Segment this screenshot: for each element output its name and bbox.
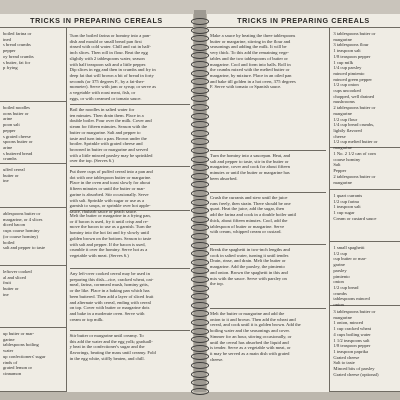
ingredient-line: cheese [333,133,346,139]
recipe-text-line: runs freely, then strain. There should be one [210,200,291,206]
ingredient-line: 3 tablespoons butter or [333,309,376,314]
recipe-text-line: with a little minced parsley may be sprinkled [69,152,153,158]
ingredient-line: minced pimiento [333,70,365,76]
ingredient-line: Grated cheese [333,354,360,360]
spiral-ring [191,104,209,111]
recipe-text-line: salt and pepper to taste, stir in the butter or [210,158,289,164]
recipe-text-line: garine is absorbed. Stir occasionally. Serve [69,191,149,197]
ingredient-line: onion [333,279,344,285]
recipe-text-line: with cream, whipped cream or custard. [210,229,282,235]
recipe-text-line: margarine. Add the parsley, the pimiento [210,264,285,270]
recipe-text-line: y beat in the confectioner's sugar and the [69,344,145,350]
ingredient-line: tablespoons boiling [3,342,39,348]
ingredient-line: ined [3,36,11,42]
ingredient-line: 1/2 cup bread [333,284,359,290]
right-ingredients-block [330,28,400,151]
recipe-text-line: rinsed with cold water. Chill and cut in half- [69,44,151,50]
right-recipe-block [210,151,326,193]
recipe-text-line: the crumbs mixed with the melted butter or [210,67,290,73]
recipe-text-line: Melt the butter or margarine and add the [210,311,285,316]
recipe-text-line: margarine, cover and cook for about fifteen [210,164,290,170]
left-ingredients-block [0,164,66,208]
ingredient-line: cups uncooked [333,88,361,94]
ingredient-line: cups coarse hominy [3,228,40,234]
recipe-text-line: browned in butter or margarine and served [69,146,148,152]
ingredient-line: margarine [333,314,352,320]
ingredient-line: cup butter or mar- [333,256,367,262]
recipe-text-line: broiler. Sprinkle with grated cheese and [69,141,143,147]
spiral-ring [191,199,209,206]
ingredient-line: crumbs [3,156,17,162]
right-ingredients-block [330,190,400,242]
recipe-text-line: Break the spaghetti in two-inch lengths and [210,247,290,252]
recipe-text-line: tables and the two tablespoons of butter or [210,55,288,61]
ingredient-line: Grated cheese (optional) [333,371,379,377]
spiral-ring [191,44,209,51]
ingredient-line: Salt to taste [333,360,355,366]
recipe-text-line: Drain, rinse, and drain. Melt the butter or [210,258,286,264]
recipe-text-line: Boil the noodles in salted water for [69,107,135,112]
left-ingredients-block [0,208,66,266]
spiral-ring [191,362,209,369]
ingredient-line: cinnamon [3,370,22,376]
left-recipe-block [70,269,190,331]
ingredient-line: arine [3,144,13,150]
ingredient-line: leftover cooked [3,269,32,274]
ingredient-line: onion [333,302,344,308]
ingredient-line: 1 cup milk [333,59,354,65]
right-recipe-block [210,309,326,395]
recipe-text-line: and bake in a moderate oven. Serve with [69,310,145,316]
recipe-text-line: butter or margarine. Salt and pepper to [69,129,141,135]
spiral-ring [191,173,209,180]
recipe-text-line: been buttered. Then add a layer of sliced fruit [69,293,154,299]
recipe-text-line: slightly with 2 tablespoons water, season [69,55,145,61]
recipe-text-line: with salt and pepper. If the bacon is used, [69,241,146,247]
ingredient-line: 1/2 cup flour [333,116,358,122]
ingredient-line: coarse hominy [333,156,361,162]
recipe-text-line: mometer). Serve with jam or syrup; or serve as [69,84,157,90]
recipe-text-line: seasonings and adding the milk. It will be [210,44,287,50]
ingredient-line: 1 1/2 teaspoons salt [333,337,370,343]
recipe-text-line: with salt. Sprinkle with sugar or use as a [69,197,145,203]
recipe-text-line: very thick. To this add the remaining vege- [210,50,289,56]
ingredient-line: chopped, well drained [333,93,375,99]
right-recipe-block [210,245,326,309]
ingredient-line: s bread crumbs [3,42,31,48]
spiral-ring [191,190,209,197]
recipe-text-line: Melt the butter or margarine in a frying pan, [69,213,151,218]
ingredient-line: 1/4 cup parsley [333,65,362,71]
spiral-ring [191,276,209,283]
spiral-ring [191,233,209,240]
recipe-text-line: on top. Cover with butter or margarine dots [69,305,150,311]
recipe-text-line: add the farina and cook in a double boiler until [210,212,297,218]
recipe-text-line: or if bacon is used, fry it until crisp and re- [69,218,149,224]
ingredient-line: Pepper [333,168,347,174]
ingredient-line: margarine [333,36,352,42]
spiral-ring [191,319,209,326]
ingredient-line: boiled noodles [3,105,30,110]
recipe-text-line: sauce, rhubarb sauce or peach sauce. [69,208,138,214]
ingredient-line: butter or [3,172,19,178]
ingredient-line: 3 tablespoons flour [333,42,369,48]
ingredient-line: s grated cheese [3,133,31,139]
ingredient-line: spoons butter or [3,139,33,145]
recipe-text-line: boiling water and the seasonings and cover. [210,328,290,334]
left-recipe-block [70,331,190,395]
recipe-text-line: onion to it and brown. Then add the wheat and [210,316,296,322]
ingredient-line: lightly flavored [333,127,362,133]
spiral-ring [191,87,209,94]
ingredient-line: grated lemon or [3,365,33,371]
ingredient-line: crumbs [333,290,347,296]
ingredient-line: 1/4 cup bread crumbs, [333,122,375,128]
recipe-text-line: flavorings, beating the mass until creamy. Fold [69,350,156,356]
recipe-text-line: with half teaspoon salt and a little pepper. [69,61,147,67]
recipe-text-line: garnish to soups, or sprinkle over hot apple- [69,203,151,209]
ingredient-line: Cream or custard sauce [333,215,377,221]
ingredient-line: 1 quart currants [333,193,363,198]
ingredient-line: fruit [3,280,11,286]
spiral-ring [191,156,209,163]
ingredient-line: diced bacon [3,222,26,228]
recipe-text-line: and onion. Brown the spaghetti in this and [210,269,288,275]
ingredient-line: 2 tablespoons butter or [333,105,376,111]
recipe-text-line: seconds (or 375 degrees F., by a fat-ther- [69,78,145,84]
ingredient-line: butter or [3,286,19,292]
ingredient-line: oy bread crumbs [3,53,34,59]
recipe-text-line: cheese. [210,356,224,362]
ingredient-line: s buttered bread [3,150,33,156]
ingredient-line: s butter, fat for [3,59,31,65]
recipe-text-line: tablespoon of butter or margarine. Serve [210,223,285,229]
ingredient-line: parsley [333,267,347,273]
recipe-text-line: Simmer for an hour, stirring occasionally, or [210,333,292,339]
recipe-text-line: margarine, by mixture. Place in an oiled pan [210,72,292,78]
recipe-text-line: Make a sauce by heating the three tablespoons [210,33,296,38]
ingredient-line: garine [3,336,15,342]
ingredient-line: 1/2 cup melted butter or [333,139,378,145]
ingredient-line: 1 teaspoon paprika [333,348,369,354]
recipe-text-line: margarine. Cool and form into balls. Roll in [210,61,291,67]
ingredient-line: margarine, or 4 slices [3,216,43,222]
ingredient-line: 2 tablespoons butter or [333,173,376,179]
recipe-text-line: vegetable with meat. (Serves 6.) [69,252,129,258]
ingredient-line: pepper [3,48,16,54]
ingredient-line: up confectioners' sugar [3,353,46,359]
recipe-text-line: taste and turn into a pan. Brown under the [69,135,147,141]
recipe-text-line: move the bacon to use as a garnish. Turn the [69,224,152,230]
recipe-text-line: dot with one tablespoon butter or margarine. [69,174,152,180]
left-ingredients-column [0,28,66,392]
recipe-text-line: this add the water and the egg yolk; graduall- [69,338,153,344]
ingredient-line: 3 tablespoons butter or [333,31,376,36]
spiral-ring [191,216,209,223]
right-ingredients-block [330,148,400,190]
ingredient-line: al and sliced [3,274,26,280]
ingredient-line: up butter or mar- [3,331,35,336]
ingredient-line: 1 No. 2 1/2 can of corn [333,151,376,156]
recipe-text-line: deep fat that will brown a bit of bread in forty [69,72,154,78]
ingredient-line: (or coarse hominy) [3,233,38,239]
ingredient-line: 1/2 cup farina [333,198,359,204]
recipe-text-line: Stir butter or margarine until creamy. To [69,333,144,338]
spiral-ring [191,130,209,137]
ingredient-line: margarine [333,145,352,151]
recipe-text-line: the top. [210,281,224,287]
recipe-text-line: Dip slices in egg and then in crumbs and fry in [69,67,156,73]
recipe-text-line: butter or margarine, stirring in the flour and [210,38,291,44]
recipe-text-line: inch slices. Then roll in flour. Beat the egg [69,50,148,56]
ingredient-line: 1 small spaghetti [333,245,365,250]
recipe-text-line: double boiler. Pour over the milk. Cover and [69,118,152,124]
right-recipe-column [207,28,330,392]
recipe-text-line: Turn the hominy into a saucepan. Heat, and [210,153,291,158]
ingredient-line: uffed cereal [3,167,25,172]
recipe-text-line: eggs, or with creamed or tomato sauce. [69,95,142,101]
ingredient-line: mushrooms [333,99,355,105]
ingredient-line: Minced bits of parsley [333,366,375,372]
left-recipe-column [66,28,193,392]
ingredient-line: margarine [333,179,352,185]
spiral-ring [191,113,209,120]
left-ingredients-block [0,266,66,328]
ingredient-line: pimiento [333,273,350,279]
right-page [206,14,400,392]
ingredient-line: boiled [3,239,15,245]
right-ingredients-block [330,306,400,392]
right-recipe-block [210,193,326,245]
recipe-text-line: and bake till golden in a hot oven, 375 degrees [210,78,296,84]
right-ingredients-block [330,242,400,306]
ingredient-line: 1/2 cup [333,250,348,256]
recipe-text-line: been absorbed. [210,175,238,181]
ingredient-line: poon salt [3,122,20,128]
ingredient-line: rinds of [3,359,18,365]
left-ingredients-block [0,28,66,102]
recipe-text-line: Turn the boiled farina or hominy into a pan- [69,33,151,38]
ingredient-line: 4 cups boiling water [333,331,371,337]
ingredient-line: 1/8 teaspoon pepper [333,343,371,349]
ingredient-line: water [3,348,14,354]
left-recipe-block [70,105,190,167]
recipe-text-line: Place in the oven and toast slowly for about [69,180,151,186]
spiral-ring [191,70,209,77]
ingredient-line: 1/2 cup onion [333,82,359,88]
ingredient-line: garine [333,262,345,268]
spiral-ring [191,27,209,34]
recipe-text-line: quart. Heat the juice, add the sugar, then [210,206,285,212]
recipe-text-line: meal, farina, cornmeal mush, hominy grits, [69,282,149,288]
spiral-ring [191,285,209,292]
recipe-text-line: over the top. (Serves 6.) [69,158,114,164]
recipe-text-line: in the egg white, stiffly beaten, and chill. [69,355,145,361]
recipe-text-line: it may be served as a main dish with grated [210,350,290,356]
left-recipe-block [69,167,190,214]
spiral-ring [191,345,209,352]
left-page [0,14,194,392]
spiral-ring [191,388,209,395]
right-recipe-block [210,31,326,151]
recipe-text-line: ten minutes. Then drain them. Place in a [69,112,144,118]
left-ingredients-block [0,328,66,392]
recipe-text-line: steam for fifteen minutes. Season with the [69,124,148,130]
spiral-ring [191,147,209,154]
ingredient-line: 1 teaspoon salt [333,204,361,210]
recipe-text-line: Crush the currants and stew until the juice [210,195,288,200]
ingredient-line: p frying [3,65,18,71]
ingredient-line: 1 cup cracked wheat [333,326,371,332]
ingredient-line: pepper [3,127,16,133]
recipe-text-line: hominy into the hot fat and fry slowly until [69,230,150,236]
recipe-text-line: until the cereal has absorbed the liquid and [210,339,289,345]
ingredient-line: Salt [333,162,341,168]
ingredient-line: 1 teaspoon salt [333,48,361,54]
recipe-text-line: F. Serve with tomato or Spanish sauce. [210,84,282,90]
ingredient-line: salt and pepper to taste [3,245,46,251]
recipe-text-line: Put three cups of puffed cereal into a pan and [69,169,153,174]
ingredient-line: 1 cup sugar [333,210,355,216]
recipe-text-line: thick, about fifteen minutes. Cool, add the [210,217,288,223]
ingredient-line: boiled farina or [3,31,32,36]
recipe-text-line: fifteen minutes or until the butter or mar- [69,186,146,192]
ingredient-line: arine [3,116,13,122]
spiral-ring [191,259,209,266]
ingredient-line: margarine [333,110,352,116]
ingredient-line: oons butter or [3,110,29,116]
ingredient-line: 1/8 teaspoon pepper [333,53,371,59]
recipe-text-line: mix with the sauce. Serve with parsley on [210,275,287,281]
ingredient-line: ine [3,291,9,297]
recipe-text-line: and alternate with cereal, ending with cereal [69,299,151,305]
left-page-title: TRICKS IN PREPARING CEREALS [0,14,193,28]
recipe-text-line: golden brown on the bottom. Season to taste [69,235,152,241]
ingredient-line: ablespoons butter or [3,211,41,216]
ingredient-line: 1 onion, minced [333,320,364,326]
right-ingredients-column [330,28,400,392]
recipe-text-line: cereal, and cook until it is golden brown. Add the [210,322,301,328]
recipe-text-line: cream or top milk. [69,316,104,322]
spiral-ring [191,61,209,68]
left-ingredients-block [0,102,66,164]
recipe-text-line: dish and mould or small bread pan first [69,38,142,44]
recipe-text-line: a vegetable with roast meat, fish, or [69,90,136,96]
spiral-ring [191,242,209,249]
recipe-text-line: cook in salted water, turning it until tender. [210,252,290,258]
ingredient-line: minced green pepper [333,76,372,82]
recipe-text-line: crumble it over the hominy. Serve hot as a [69,247,148,253]
recipe-text-line: is tender. Serve as a vegetable with meat, or [210,345,291,351]
recipe-text-line: or the like. Place in a baking pan which has [69,288,150,294]
left-recipe-block [70,31,190,105]
spiral-ring [191,328,209,335]
right-page-title: TRICKS IN PREPARING CEREALS [207,14,400,28]
spiral-ring [191,302,209,309]
spiral-ring [191,371,209,378]
ingredient-line: ine [3,178,9,184]
spiral-ring [191,18,209,25]
ingredient-line: tablespoons minced [333,296,370,302]
recipe-text-line: minutes or until the butter or margarine has [210,170,290,176]
recipe-text-line: preparing this dish—rice, cracked wheat, oat- [69,276,154,282]
recipe-text-line: Any left-over cooked cereal may be used in [69,271,150,276]
